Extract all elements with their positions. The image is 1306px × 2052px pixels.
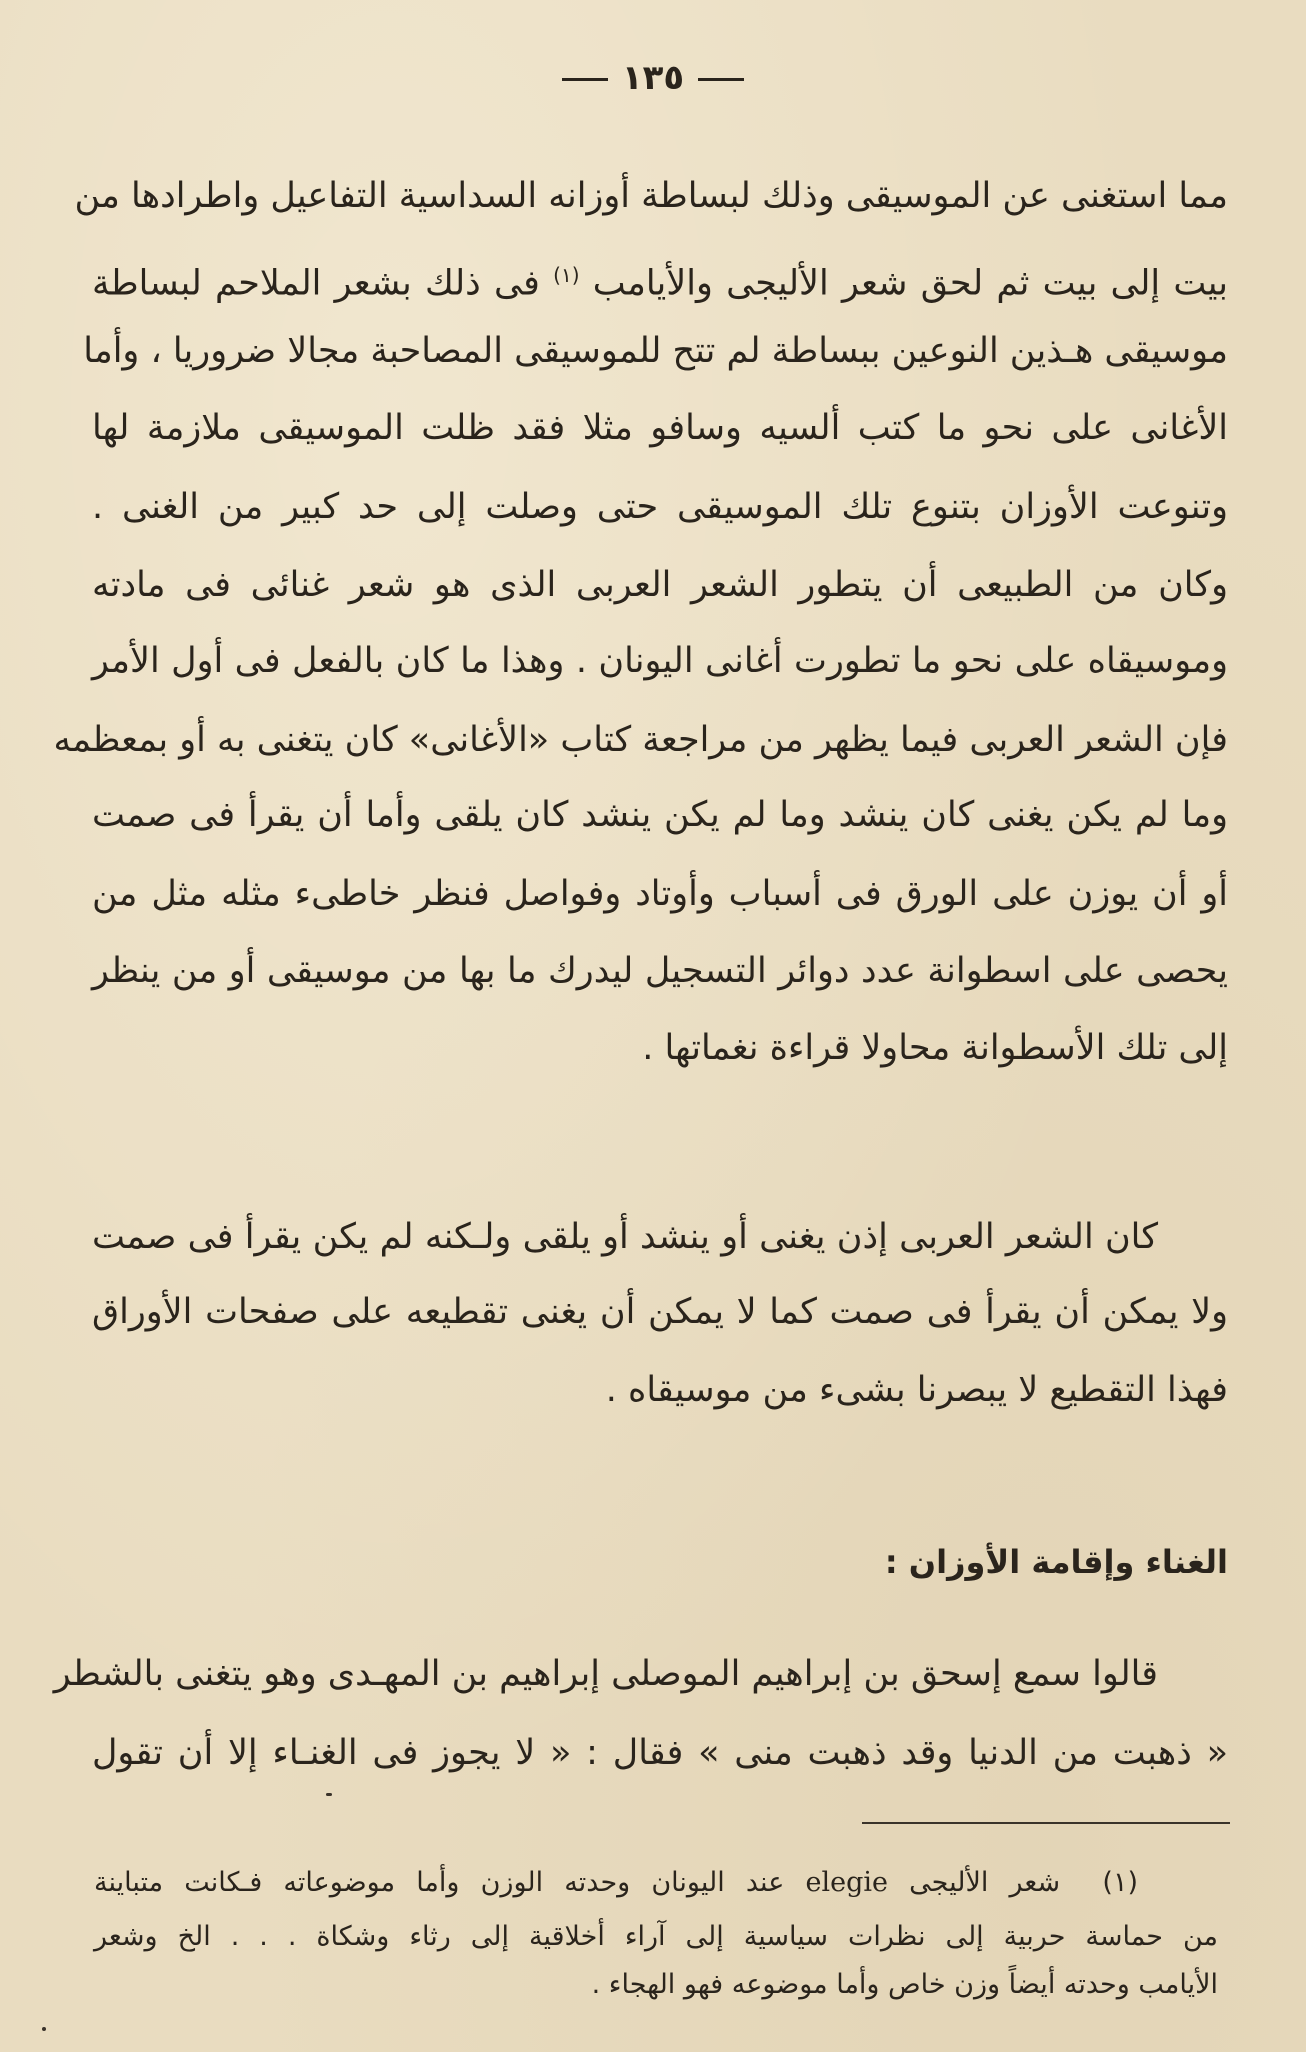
footnote-text: عند اليونان وحدته الوزن وأما موضوعاته فـكانت متباينة [94, 1867, 785, 1898]
footnote-line [94, 1859, 1218, 1907]
body-line: « ذهبت من الدنيا وقد ذهبت منى » فقال : « لا يجوز فى الغنـاء إلا أن تقول [92, 1733, 1228, 1773]
footnote-reference[interactable]: (١) [553, 263, 580, 287]
body-line: وكان من الطبيعى أن يتطور الشعر العربى الذى هو شعر غنائى فى مادته [92, 565, 1228, 605]
page-number-dash-left [562, 78, 608, 81]
footnote-text: شعر الأليجى [909, 1867, 1061, 1898]
body-line: يحصى على اسطوانة عدد دوائر التسجيل ليدرك ما بها من موسيقى أو من ينظر [92, 951, 1228, 991]
body-line: أو أن يوزن على الورق فى أسباب وأوتاد وفواصل فنظر خاطىء مثله مثل من [92, 874, 1228, 914]
page-number [0, 58, 1306, 98]
body-line: قالوا سمع إسحق بن إبراهيم الموصلى إبراهيم بن المهـدى وهو يتغنى بالشطر [53, 1654, 1158, 1694]
footnote-latin-term: elegie [805, 1867, 888, 1898]
body-line: وموسيقاه على نحو ما تطورت أغانى اليونان . وهذا ما كان بالفعل فى أول الأمر [92, 641, 1228, 681]
body-line: موسيقى هـذين النوعين ببساطة لم تتح للموسيقى المصاحبة مجالا ضروريا ، وأما [83, 331, 1228, 371]
page-number-dash-right [698, 78, 744, 81]
footnote-marker: (١) [1102, 1867, 1139, 1898]
footnote-line: الأيامب وحدته أيضاً وزن خاص وأما موضوعه فهو الهجاء . [591, 1969, 1218, 2000]
paper-speck [42, 2027, 46, 2031]
body-line-with-footnote-ref [92, 245, 1228, 305]
body-line: وتنوعت الأوزان بتنوع تلك الموسيقى حتى وصلت إلى حد كبير من الغنى . [92, 487, 1228, 527]
body-line: الأغانى على نحو ما كتب ألسيه وسافو مثلا فقد ظلت الموسيقى ملازمة لها [92, 408, 1228, 448]
footnote-separator [862, 1822, 1230, 1824]
paper-speck [326, 1793, 332, 1796]
page-number-text: ١٣٥ [621, 58, 685, 98]
body-line: كان الشعر العربى إذن يغنى أو ينشد أو يلقى ولـكنه لم يكن يقرأ فى صمت [92, 1217, 1158, 1257]
body-line: إلى تلك الأسطوانة محاولا قراءة نغماتها . [642, 1028, 1228, 1068]
body-text: بيت إلى بيت ثم لحق شعر الأليجى والأيامب [592, 263, 1228, 304]
body-line: ولا يمكن أن يقرأ فى صمت كما لا يمكن أن يغنى تقطيعه على صفحات الأوراق [92, 1292, 1228, 1332]
body-line: فهذا التقطيع لا يبصرنا بشىء من موسيقاه . [605, 1370, 1228, 1410]
section-heading: الغناء وإقامة الأوزان : [884, 1543, 1228, 1581]
body-line: مما استغنى عن الموسيقى وذلك لبساطة أوزانه السداسية التفاعيل واطرادها من [74, 176, 1228, 216]
body-line: فإن الشعر العربى فيما يظهر من مراجعة كتاب «الأغانى» كان يتغنى به أو بمعظمه [53, 720, 1228, 760]
footnote-line: من حماسة حربية إلى نظرات سياسية إلى آراء أخلاقية إلى رثاء وشكاة . . . الخ وشعر [94, 1921, 1218, 1952]
body-line: وما لم يكن يغنى كان ينشد وما لم يكن ينشد كان يلقى وأما أن يقرأ فى صمت [92, 795, 1228, 835]
body-text: فى ذلك بشعر الملاحم لبساطة [92, 263, 540, 304]
